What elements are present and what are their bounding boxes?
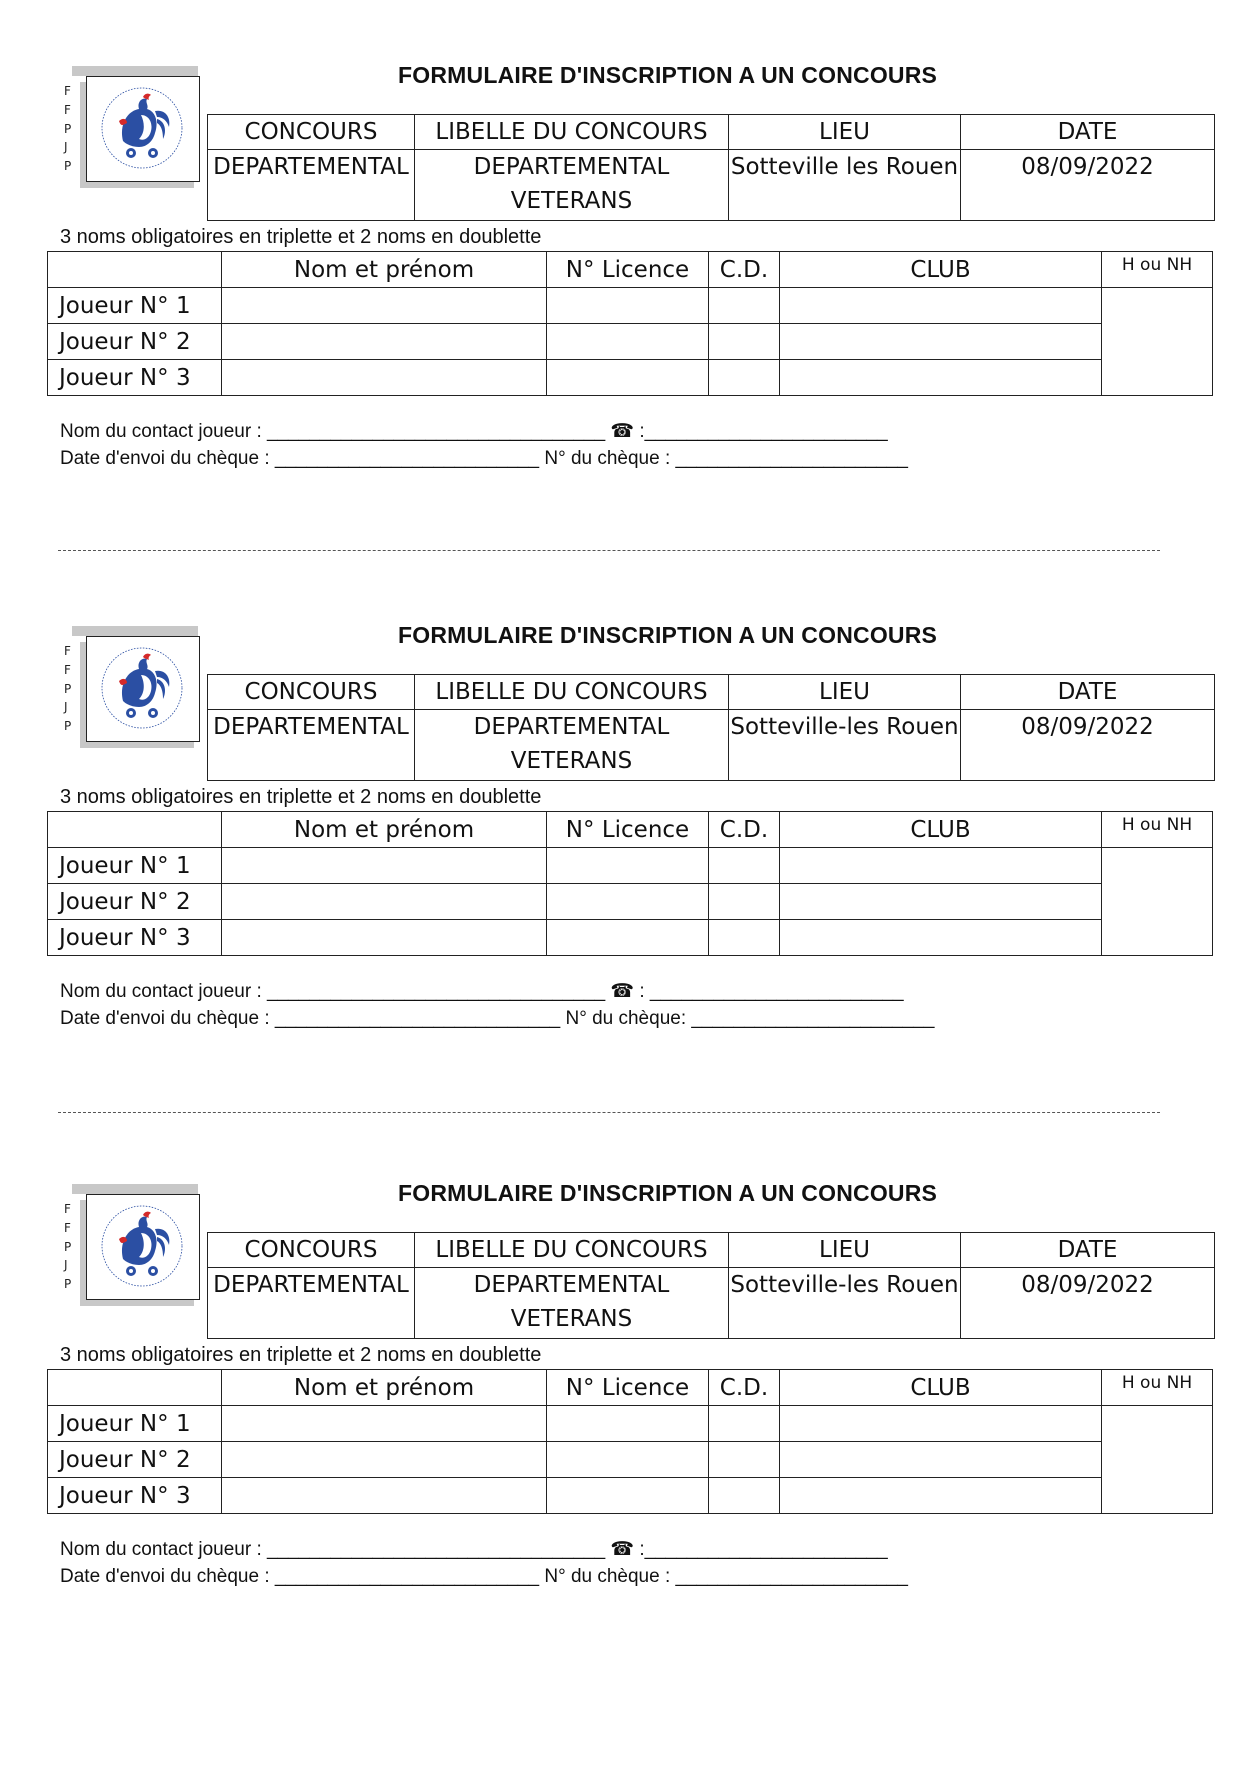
logo-letter: F (64, 102, 71, 117)
club-header: CLUB (780, 252, 1102, 288)
competition-table (207, 1232, 1215, 1339)
hnh-header: H ou NH (1102, 252, 1213, 288)
player-licence-cell[interactable] (547, 1478, 709, 1514)
date-value: 08/09/2022 (961, 710, 1215, 781)
form-title: FORMULAIRE D'INSCRIPTION A UN CONCOURS (398, 62, 938, 88)
concours-value: DEPARTEMENTAL (208, 710, 415, 781)
players-table (47, 811, 1213, 956)
name-header: Nom et prénom (222, 1370, 547, 1406)
concours-value: DEPARTEMENTAL (208, 150, 415, 221)
player-cd-cell[interactable] (709, 884, 780, 920)
date-header: DATE (961, 115, 1215, 150)
player-label: Joueur N° 3 (48, 360, 222, 396)
libelle-header: LIBELLE DU CONCOURS (415, 115, 729, 150)
logo-box (86, 636, 200, 742)
logo-letter: P (64, 1277, 72, 1292)
logo-letters (64, 642, 76, 736)
player-name-cell[interactable] (222, 848, 547, 884)
table-row (48, 1442, 1213, 1478)
ffpjp-logo (64, 626, 212, 752)
players-note: 3 noms obligatoires en triplette et 2 noms en doublette (60, 1344, 542, 1366)
lieu-value: Sotteville les Rouen (729, 150, 961, 221)
player-licence-cell[interactable] (547, 848, 709, 884)
date-value: 08/09/2022 (961, 1268, 1215, 1339)
hnh-cell[interactable] (1102, 1406, 1213, 1514)
concours-header: CONCOURS (208, 1233, 415, 1268)
player-cd-cell[interactable] (709, 288, 780, 324)
logo-letters (64, 82, 76, 176)
club-header: CLUB (780, 812, 1102, 848)
player-label: Joueur N° 1 (48, 1406, 222, 1442)
cd-header: C.D. (709, 812, 780, 848)
logo-box (86, 1194, 200, 1300)
date-header: DATE (961, 675, 1215, 710)
players-table (47, 251, 1213, 396)
logo-letter: F (64, 644, 71, 658)
player-club-cell[interactable] (780, 884, 1102, 920)
table-row (48, 324, 1213, 360)
player-licence-cell[interactable] (547, 884, 709, 920)
player-label: Joueur N° 2 (48, 884, 222, 920)
lieu-header: LIEU (729, 675, 961, 710)
hnh-cell[interactable] (1102, 848, 1213, 956)
player-name-cell[interactable] (222, 324, 547, 360)
logo-shadow (72, 626, 198, 636)
licence-header: N° Licence (547, 1370, 709, 1406)
corner-cell (48, 252, 222, 288)
libelle-value: DEPARTEMENTAL VETERANS (415, 150, 729, 221)
player-licence-cell[interactable] (547, 1406, 709, 1442)
concours-header: CONCOURS (208, 115, 415, 150)
registration-form (0, 1176, 1249, 1656)
rooster-logo-icon (93, 641, 191, 735)
player-name-cell[interactable] (222, 1478, 547, 1514)
cut-line-divider (58, 1112, 1160, 1113)
hnh-cell[interactable] (1102, 288, 1213, 396)
player-name-cell[interactable] (222, 920, 547, 956)
logo-shadow (72, 1184, 198, 1194)
logo-letters (64, 1200, 76, 1294)
table-row (48, 920, 1213, 956)
logo-letter: P (64, 121, 72, 136)
contact-line[interactable]: Nom du contact joueur : ________________________________ ☎ :_______________________ (60, 1539, 888, 1560)
player-club-cell[interactable] (780, 1442, 1102, 1478)
concours-header: CONCOURS (208, 675, 415, 710)
player-name-cell[interactable] (222, 884, 547, 920)
player-club-cell[interactable] (780, 1478, 1102, 1514)
player-club-cell[interactable] (780, 360, 1102, 396)
cheque-line[interactable]: Date d'envoi du chèque : ___________________________ N° du chèque: _______________________ (60, 1008, 935, 1029)
libelle-value: DEPARTEMENTAL VETERANS (415, 1268, 729, 1339)
cut-line-divider (58, 550, 1160, 551)
libelle-header: LIBELLE DU CONCOURS (415, 1233, 729, 1268)
lieu-value: Sotteville-les Rouen (729, 1268, 961, 1339)
concours-value: DEPARTEMENTAL (208, 1268, 415, 1339)
player-licence-cell[interactable] (547, 288, 709, 324)
cd-header: C.D. (709, 252, 780, 288)
name-header: Nom et prénom (222, 812, 547, 848)
logo-shadow (72, 66, 198, 76)
cheque-line[interactable]: Date d'envoi du chèque : _________________________ N° du chèque : ______________________ (60, 448, 908, 469)
player-licence-cell[interactable] (547, 324, 709, 360)
libelle-value: DEPARTEMENTAL VETERANS (415, 710, 729, 781)
player-cd-cell[interactable] (709, 360, 780, 396)
logo-letter: P (64, 1239, 72, 1254)
player-licence-cell[interactable] (547, 360, 709, 396)
player-cd-cell[interactable] (709, 1442, 780, 1478)
registration-form (0, 58, 1249, 538)
player-name-cell[interactable] (222, 1442, 547, 1478)
ffpjp-logo (64, 1184, 212, 1310)
player-club-cell[interactable] (780, 288, 1102, 324)
player-cd-cell[interactable] (709, 1406, 780, 1442)
table-row (48, 848, 1213, 884)
competition-table (207, 114, 1215, 221)
libelle-header: LIBELLE DU CONCOURS (415, 675, 729, 710)
logo-letter: P (64, 681, 72, 696)
contact-line[interactable]: Nom du contact joueur : ________________________________ ☎ :_______________________ (60, 421, 888, 442)
player-name-cell[interactable] (222, 288, 547, 324)
corner-cell (48, 812, 222, 848)
logo-letter: F (64, 662, 71, 677)
player-club-cell[interactable] (780, 1406, 1102, 1442)
rooster-logo-icon (93, 1199, 191, 1293)
corner-cell (48, 1370, 222, 1406)
form-title: FORMULAIRE D'INSCRIPTION A UN CONCOURS (398, 622, 938, 648)
logo-letter: F (64, 1202, 71, 1216)
ffpjp-logo (64, 66, 212, 192)
player-cd-cell[interactable] (709, 848, 780, 884)
licence-header: N° Licence (547, 252, 709, 288)
player-club-cell[interactable] (780, 324, 1102, 360)
players-note: 3 noms obligatoires en triplette et 2 noms en doublette (60, 226, 542, 248)
lieu-header: LIEU (729, 1233, 961, 1268)
lieu-value: Sotteville-les Rouen (729, 710, 961, 781)
player-club-cell[interactable] (780, 920, 1102, 956)
logo-letter: P (64, 159, 72, 174)
logo-letter: F (64, 1220, 71, 1235)
player-label: Joueur N° 2 (48, 1442, 222, 1478)
table-row (48, 1406, 1213, 1442)
players-table (47, 1369, 1213, 1514)
player-club-cell[interactable] (780, 848, 1102, 884)
player-name-cell[interactable] (222, 1406, 547, 1442)
player-cd-cell[interactable] (709, 324, 780, 360)
rooster-logo-icon (93, 81, 191, 175)
competition-table (207, 674, 1215, 781)
date-header: DATE (961, 1233, 1215, 1268)
player-name-cell[interactable] (222, 360, 547, 396)
licence-header: N° Licence (547, 812, 709, 848)
cheque-line[interactable]: Date d'envoi du chèque : _________________________ N° du chèque : ______________________ (60, 1566, 908, 1587)
player-label: Joueur N° 3 (48, 1478, 222, 1514)
player-label: Joueur N° 1 (48, 288, 222, 324)
players-note: 3 noms obligatoires en triplette et 2 noms en doublette (60, 786, 542, 808)
player-licence-cell[interactable] (547, 920, 709, 956)
logo-box (86, 76, 200, 182)
table-row (48, 288, 1213, 324)
player-licence-cell[interactable] (547, 1442, 709, 1478)
player-label: Joueur N° 1 (48, 848, 222, 884)
date-value: 08/09/2022 (961, 150, 1215, 221)
club-header: CLUB (780, 1370, 1102, 1406)
cd-header: C.D. (709, 1370, 780, 1406)
form-title: FORMULAIRE D'INSCRIPTION A UN CONCOURS (398, 1180, 938, 1206)
logo-letter: J (64, 700, 68, 715)
registration-form (0, 618, 1249, 1098)
table-row (48, 1478, 1213, 1514)
table-row (48, 360, 1213, 396)
hnh-header: H ou NH (1102, 812, 1213, 848)
contact-line[interactable]: Nom du contact joueur : ________________________________ ☎ : ________________________ (60, 981, 904, 1002)
player-label: Joueur N° 3 (48, 920, 222, 956)
table-row (48, 884, 1213, 920)
hnh-header: H ou NH (1102, 1370, 1213, 1406)
logo-letter: J (64, 1258, 68, 1273)
lieu-header: LIEU (729, 115, 961, 150)
logo-letter: P (64, 719, 72, 734)
player-cd-cell[interactable] (709, 920, 780, 956)
player-cd-cell[interactable] (709, 1478, 780, 1514)
logo-letter: F (64, 84, 71, 98)
name-header: Nom et prénom (222, 252, 547, 288)
logo-letter: J (64, 140, 68, 155)
player-label: Joueur N° 2 (48, 324, 222, 360)
